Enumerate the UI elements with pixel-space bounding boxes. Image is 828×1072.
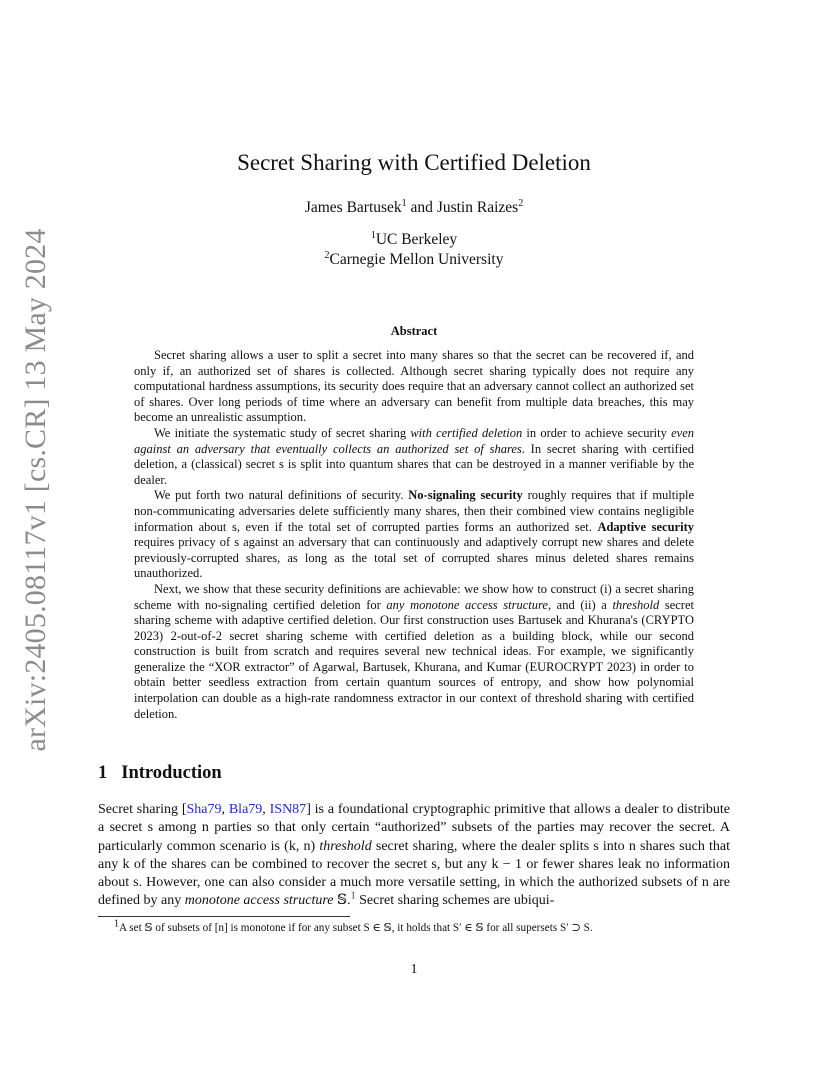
- affiliation-mark: 2: [518, 197, 524, 209]
- affiliation: [0, 231, 828, 249]
- author-line: [0, 199, 828, 217]
- section-heading: [98, 763, 222, 784]
- abstract-emphasis: threshold: [612, 597, 660, 612]
- intro-text: ] is a foundational cryptographic primitive that allows a dealer to distribute a secret s among n parties so that only certain “authorized” subsets of the parties may recover the secret. A particularly common scenario is (k, n): [98, 802, 731, 854]
- affiliation-mark: 1: [370, 229, 376, 241]
- intro-body: [98, 801, 730, 911]
- intro-text: secret sharing, where the dealer splits s into n shares such that any k of the shares can be combined to recover the secret s, but any k − 1 or fewer shares leak no information about s. However, one can also consider a much more versatile setting, in which the authorized subsets of n are defined by any: [98, 838, 730, 909]
- abstract-text: , and (ii) a: [547, 597, 613, 612]
- intro-text: Secret sharing schemes are ubiqui-: [355, 893, 555, 909]
- arxiv-identifier: arXiv:2405.08117v1 [cs.CR] 13 May 2024: [19, 228, 52, 752]
- intro-paragraph: [98, 801, 730, 911]
- intro-text: ,: [262, 802, 270, 817]
- affiliation: [0, 251, 828, 269]
- footnote-mark-link[interactable]: 1: [350, 890, 356, 902]
- intro-emphasis: monotone access structure: [184, 893, 334, 909]
- affiliation-name: Carnegie Mellon University: [329, 251, 504, 268]
- abstract-paragraph: [134, 348, 694, 426]
- abstract-text: roughly requires that if multiple non-communicating adversaries delete sufficiently many shares, then their combined view contains negligible information about s, even if the total set of corrupted parties forms an authorized set.: [134, 488, 694, 534]
- abstract-emphasis: with certified deletion: [410, 425, 523, 440]
- paper-title: Secret Sharing with Certified Deletion: [237, 150, 591, 175]
- abstract-text: secret sharing scheme with adaptive certified deletion. Our first construction uses Bartusek and Khurana's (CRYPTO 2023) 2-out-of-2 secret sharing scheme with certified deletion as a building block, while our second construction is built from scratch and requires several new technical ideas. For example, we significantly generalize the “XOR extractor” of Agarwal, Bartusek, Khurana, and Kumar (EUROCRYPT 2023) in order to obtain better seedless extraction from certain quantum sources of entropy, and show how polynomial interpolation can double as a high-rate randomness extractor in our context of threshold sharing with certified deletion.: [134, 597, 694, 721]
- page-number: 1: [410, 962, 418, 977]
- abstract-text: in order to achieve security: [522, 425, 672, 440]
- author-conjunction: and: [410, 199, 433, 216]
- footnote-divider: [98, 916, 350, 917]
- intro-text: Secret sharing [: [98, 802, 187, 817]
- intro-emphasis: threshold: [319, 838, 372, 854]
- author-name: Justin Raizes: [436, 199, 519, 216]
- citation-link[interactable]: Bla79: [228, 802, 263, 817]
- footnote-text: A set 𝕊 of subsets of [n] is monotone if for any subset S ∈ 𝕊, it holds that S′ ∈ 𝕊 for all supersets S′ ⊃ S.: [119, 922, 593, 934]
- abstract-emphasis: any monotone access structure: [386, 597, 548, 612]
- author-name: James Bartusek: [304, 199, 402, 216]
- footnote-number: 1: [114, 918, 119, 930]
- intro-text: 𝕊.: [333, 893, 351, 909]
- arxiv-sidebar: [8, 228, 64, 752]
- affiliation-mark: 2: [324, 249, 330, 261]
- citation-link[interactable]: Sha79: [186, 802, 222, 817]
- abstract-bold-term: No-signaling security: [408, 488, 523, 503]
- citation-link[interactable]: ISN87: [269, 802, 307, 817]
- abstract-text: We initiate the systematic study of secret sharing: [154, 425, 411, 440]
- abstract-text: requires privacy of s against an adversary that can continuously and adaptively corrupt new shares and delete previously-corrupted shares, as long as the total set of corrupted shares minus deleted shares remains unauthorized.: [134, 535, 694, 581]
- intro-text: ,: [221, 802, 229, 817]
- section-number: 1: [98, 763, 108, 783]
- abstract-paragraph: [134, 426, 694, 488]
- abstract-text: Secret sharing allows a user to split a secret into many shares so that the secret can be recovered if, and only if, an authorized set of shares is collected. Although secret sharing typically does not require any computational hardness assumptions, its security does require that an adversary cannot collect an authorized set of shares. Over long periods of time where an adversary can benefit from multiple data breaches, this may become an unrealistic assumption.: [134, 348, 694, 425]
- abstract-body: [134, 348, 694, 722]
- footnote: [114, 918, 730, 935]
- abstract-text: We put forth two natural definitions of security.: [154, 488, 409, 503]
- abstract-bold-term: Adaptive security: [597, 519, 694, 534]
- abstract-emphasis: even against an adversary that eventually collects an authorized set of shares: [134, 425, 694, 456]
- section-title: Introduction: [121, 763, 222, 783]
- abstract-heading: Abstract: [390, 324, 438, 338]
- abstract-paragraph: [134, 582, 694, 722]
- abstract-text: Next, we show that these security definitions are achievable: we show how to construct (i) a secret sharing scheme with no-signaling certified deletion for: [134, 581, 694, 612]
- affiliation-name: UC Berkeley: [375, 231, 458, 248]
- affiliation-mark: 1: [401, 197, 407, 209]
- abstract-text: . In secret sharing with certified deletion, a (classical) secret s is split into quantum shares that can be destroyed in a manner verifiable by the dealer.: [134, 441, 694, 487]
- abstract-paragraph: [134, 488, 694, 582]
